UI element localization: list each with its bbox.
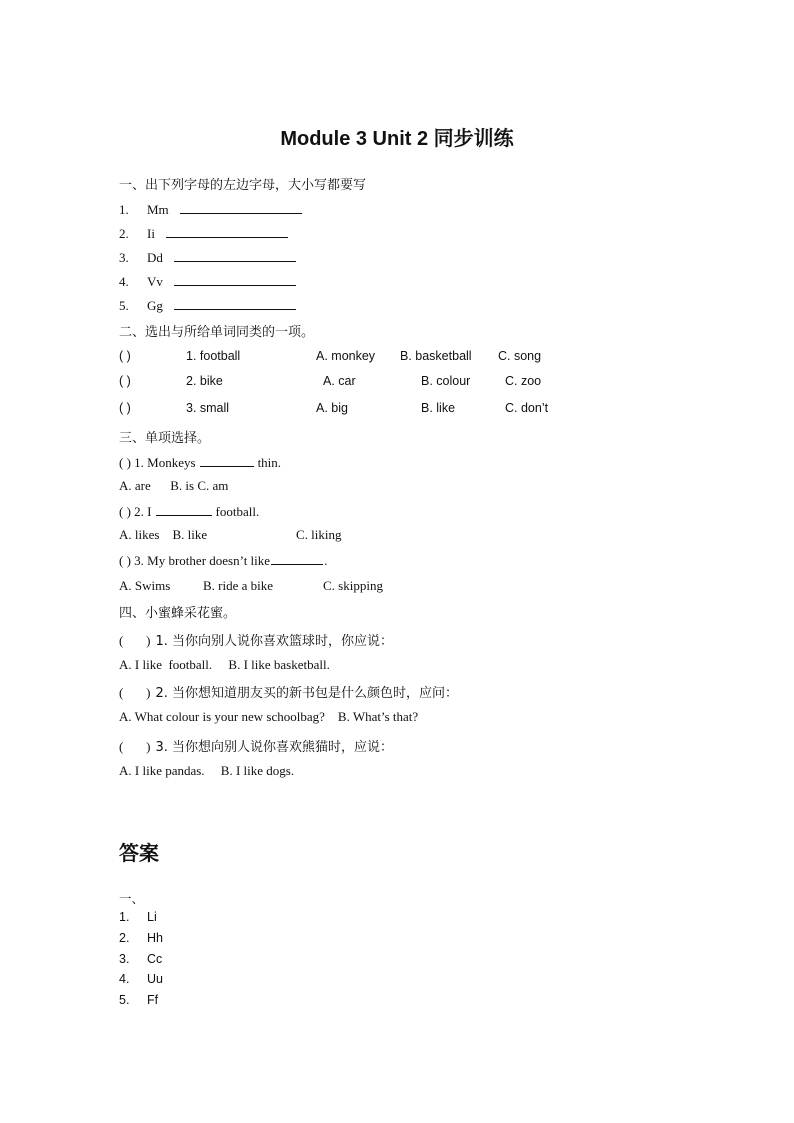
s4-paren: ( ): [119, 739, 151, 754]
answer-value: Hh: [147, 931, 163, 945]
s1-item-4: [119, 273, 296, 290]
s2-question: 3. small: [186, 401, 230, 415]
s2-option-b: B. basketball: [400, 349, 472, 363]
s3-question-3: [119, 552, 327, 569]
s2-option-c: C. song: [498, 349, 542, 363]
section3-heading: 三、单项选择。: [119, 431, 211, 446]
s3-question-2: [119, 503, 259, 520]
s2-option-b: B. colour: [421, 374, 471, 388]
s3-options-1: A. are B. is C. am: [119, 478, 229, 493]
answer-value: Cc: [147, 952, 163, 966]
s3-paren: ( ): [119, 553, 131, 568]
s1-item-1: [119, 201, 302, 218]
answer-item-2: [119, 931, 163, 945]
s3-q-start: 1. Monkeys: [134, 455, 196, 470]
answer-blank: [174, 273, 296, 286]
s4-question-2: [119, 682, 458, 701]
s4-q: 1. 当你向别人说你喜欢篮球时，你应说：: [155, 634, 394, 649]
answer-num: 3.: [119, 952, 130, 966]
s2-option-b: B. like: [421, 401, 456, 415]
s1-letters: Ii: [147, 226, 155, 241]
s3-options-2a: A. likes B. like: [119, 527, 208, 542]
s2-paren: ( ): [119, 374, 131, 388]
answer-num: 2.: [119, 931, 130, 945]
answer-item-1: [119, 910, 157, 924]
s3-options-3b: B. ride a bike: [203, 578, 274, 593]
s3-question-1: [119, 454, 281, 471]
s4-paren: ( ): [119, 685, 151, 700]
s3-paren: ( ): [119, 455, 131, 470]
answer-item-5: [119, 993, 158, 1007]
answer-blank: [200, 454, 254, 467]
s2-option-a: A. big: [316, 401, 348, 415]
s3-options-3c: C. skipping: [323, 578, 383, 593]
answer-num: 4.: [119, 972, 130, 986]
s2-question: 2. bike: [186, 374, 223, 388]
answer-num: 1.: [119, 910, 130, 924]
answer-value: Li: [147, 910, 157, 924]
s2-option-c: C. zoo: [505, 374, 542, 388]
answer-blank: [174, 297, 296, 310]
s2-paren: ( ): [119, 401, 131, 415]
s4-question-1: [119, 630, 393, 649]
s1-item-2: [119, 225, 288, 242]
s4-q: 3. 当你想向别人说你喜欢熊猫时，应说：: [155, 740, 394, 755]
s3-q-start: 3. My brother doesn’t like: [134, 553, 271, 568]
s1-letters: Vv: [147, 274, 163, 289]
s3-q-start: 2. I: [134, 504, 152, 519]
s3-q-end: football.: [215, 504, 260, 519]
s4-options-2: A. What colour is your new schoolbag? B. What’s that?: [119, 709, 419, 724]
answers-title: 答案: [119, 841, 159, 865]
s2-option-a: A. monkey: [316, 349, 376, 363]
section4-heading: 四、小蜜蜂采花蜜。: [119, 606, 237, 621]
answer-value: Uu: [147, 972, 163, 986]
answer-blank: [166, 225, 288, 238]
answer-blank: [156, 503, 212, 516]
section2-heading: 二、选出与所给单词同类的一项。: [119, 325, 315, 340]
s1-item-3: [119, 249, 296, 266]
s1-num: 2.: [119, 226, 129, 241]
s3-q-end: thin.: [257, 455, 282, 470]
s1-num: 5.: [119, 298, 129, 313]
answer-value: Ff: [147, 993, 159, 1007]
s2-option-a: A. car: [323, 374, 356, 388]
section1-heading: 一、出下列字母的左边字母，大小写都要写: [119, 178, 367, 193]
answer-blank: [180, 201, 302, 214]
s1-num: 4.: [119, 274, 129, 289]
page-title: Module 3 Unit 2 同步训练: [280, 128, 514, 150]
s3-options-2c: C. liking: [296, 527, 342, 542]
answer-blank: [174, 249, 296, 262]
s4-q: 2. 当你想知道朋友买的新书包是什么颜色时，应问：: [155, 686, 459, 701]
s3-options-3a: A. Swims: [119, 578, 171, 593]
s2-paren: ( ): [119, 349, 131, 363]
s2-question: 1. football: [186, 349, 241, 363]
s4-paren: ( ): [119, 633, 151, 648]
s2-option-c: C. don’t: [505, 401, 549, 415]
s4-options-3: A. I like pandas. B. I like dogs.: [119, 763, 295, 778]
s1-letters: Mm: [147, 202, 169, 217]
s1-letters: Dd: [147, 250, 163, 265]
s1-num: 1.: [119, 202, 129, 217]
s1-item-5: [119, 297, 296, 314]
answer-blank: [271, 552, 323, 565]
answers-section-label: 一、: [119, 892, 145, 906]
answer-num: 5.: [119, 993, 130, 1007]
s4-question-3: [119, 736, 393, 755]
s3-q-end: .: [324, 553, 328, 568]
answer-item-4: [119, 972, 163, 986]
s4-options-1: A. I like football. B. I like basketball.: [119, 657, 330, 672]
s1-num: 3.: [119, 250, 129, 265]
s3-paren: ( ): [119, 504, 131, 519]
s1-letters: Gg: [147, 298, 163, 313]
answer-item-3: [119, 952, 162, 966]
